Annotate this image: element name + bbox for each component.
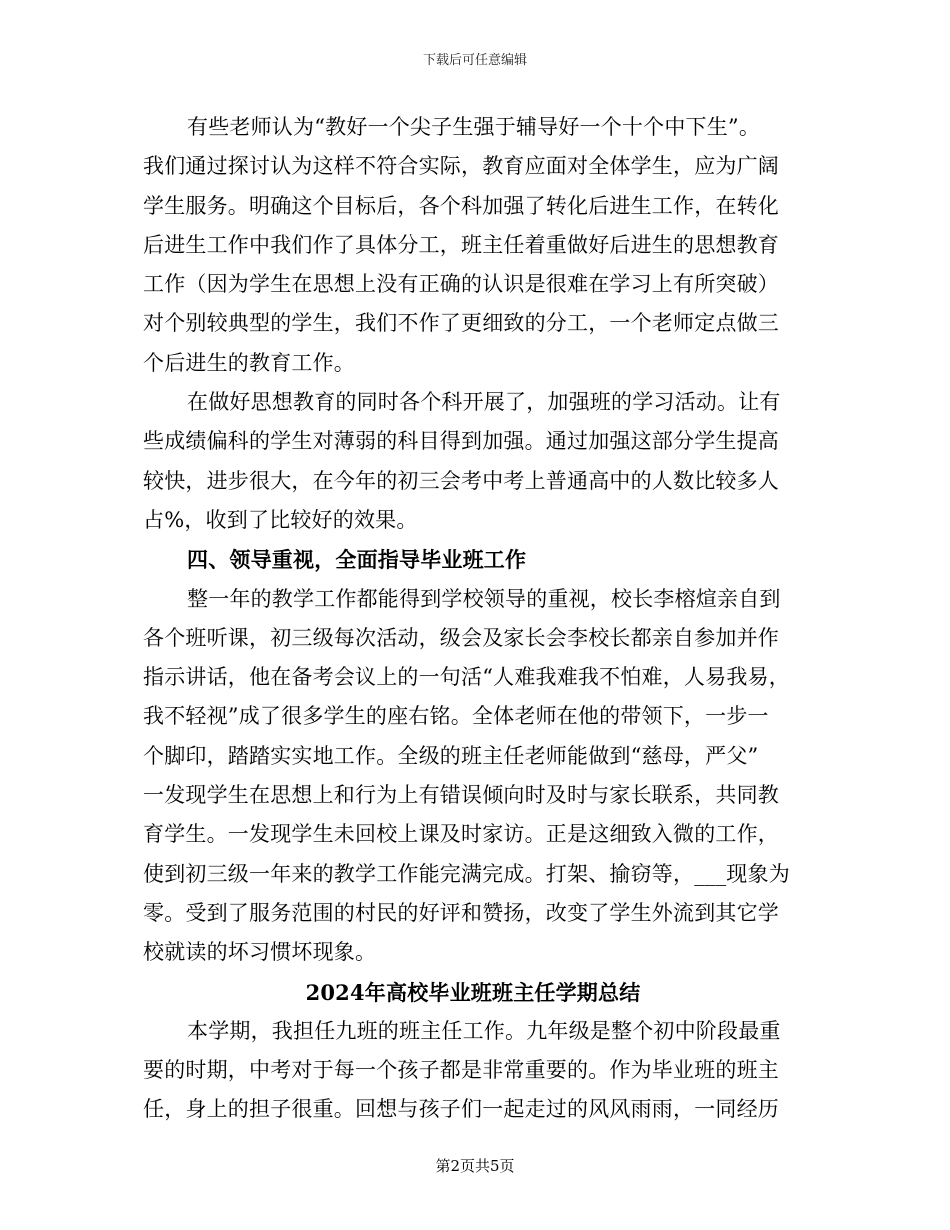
body-line: 有些老师认为“教好一个尖子生强于辅导好一个十个中下生”。 [187, 115, 761, 139]
body-line: 要的时期，中考对于每一个孩子都是非常重要的。作为毕业班的班主 [143, 1058, 779, 1083]
body-line: 零。受到了服务范围的村民的好评和赞扬，改变了学生外流到其它学 [143, 900, 779, 925]
body-line: 个后进生的教育工作。 [143, 350, 355, 375]
body-line: 各个班听课，初三级每次活动，级会及家长会李校长都亲自参加并作 [143, 625, 779, 650]
body-line: 任，身上的担子很重。回想与孩子们一起走过的风风雨雨，一同经历 [143, 1097, 779, 1122]
body-line: 较快，进步很大，在今年的初三会考中考上普通高中的人数比较多人 [143, 468, 779, 493]
page-header: 下载后可任意编辑 [422, 53, 527, 68]
document-title: 2024年高校毕业班班主任学期总结 [305, 979, 641, 1005]
body-line: 工作（因为学生在思想上没有正确的认识是很难在学习上有所突破） [143, 272, 779, 297]
document-body [143, 108, 803, 1130]
body-line: 一发现学生在思想上和行为上有错误倾向时及时与家长联系，共同教 [143, 783, 779, 808]
body-line: 我不轻视”成了很多学生的座右铭。全体老师在他的带领下，一步一 [143, 704, 769, 729]
page-number-footer: 第2页共5页 [435, 1157, 515, 1175]
body-line: 育学生。一发现学生未回校上课及时家访。正是这细致入微的工作， [143, 822, 779, 847]
body-line: 在做好思想教育的同时各个科开展了，加强班的学习活动。让有 [187, 390, 781, 415]
body-line: 整一年的教学工作都能得到学校领导的重视，校长李榕煊亲自到 [187, 586, 781, 611]
body-line: 对个别较典型的学生，我们不作了更细致的分工，一个老师定点做三 [143, 311, 779, 336]
body-line: 占%，收到了比较好的效果。 [143, 507, 418, 532]
body-line: 校就读的坏习惯坏现象。 [143, 940, 377, 965]
body-line: 指示讲话，他在备考会议上的一句活“人难我难我不怕难，人易我易， [143, 665, 790, 690]
body-line: 个脚印，踏踏实实地工作。全级的班主任老师能做到“慈母，严父” [143, 743, 759, 768]
section-heading: 四、领导重视，全面指导毕业班工作 [187, 547, 527, 573]
body-line: 后进生工作中我们作了具体分工，班主任着重做好后进生的思想教育 [143, 232, 779, 257]
body-line: 使到初三级一年来的教学工作能完满完成。打架、揄窃等，___现象为 [143, 861, 790, 886]
body-line: 本学期，我担任九班的班主任工作。九年级是整个初中阶段最重 [187, 1018, 781, 1043]
body-line: 我们通过探讨认为这样不符合实际，教育应面对全体学生，应为广阔 [143, 154, 779, 179]
body-line: 学生服务。明确这个目标后，各个科加强了转化后进生工作，在转化 [143, 193, 779, 218]
body-line: 些成绩偏科的学生对薄弱的科目得到加强。通过加强这部分学生提高 [143, 429, 779, 454]
